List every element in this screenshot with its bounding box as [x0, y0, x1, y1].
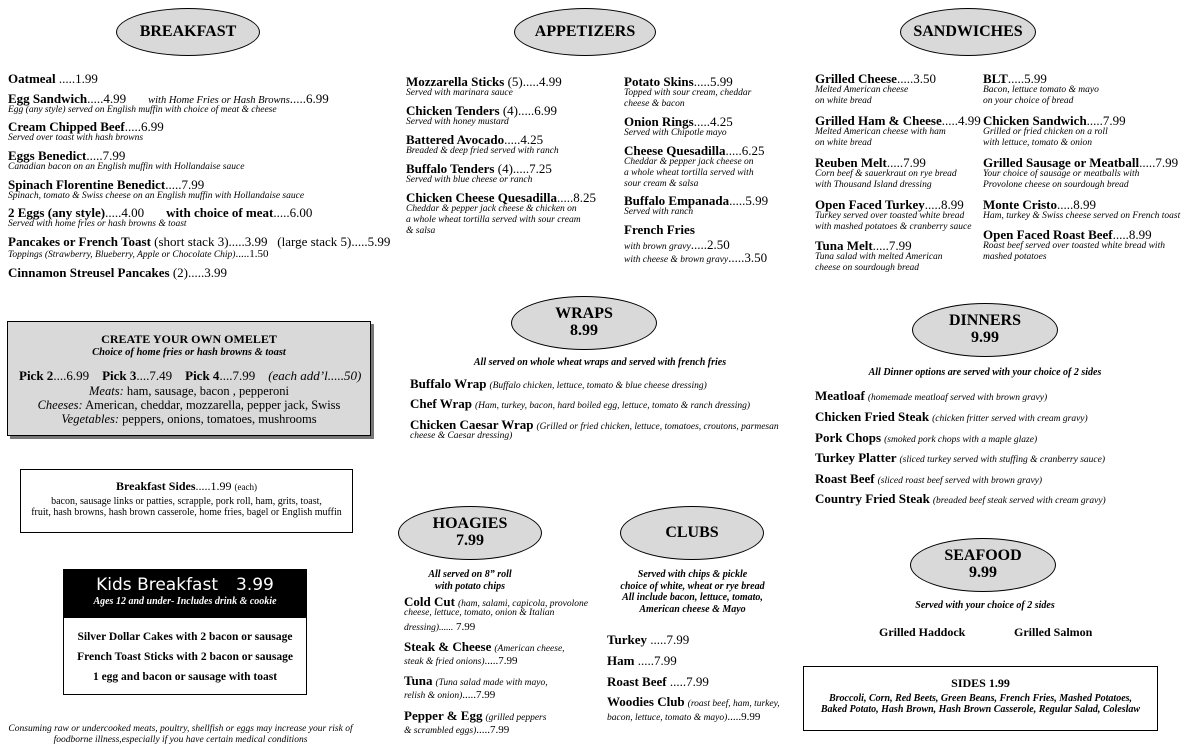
- kids-header: Kids Breakfast 3.99 Ages 12 and under- Includes drink & cookie: [64, 570, 306, 618]
- menu-item: Grilled Ham & Cheese.....4.99: [815, 113, 981, 128]
- menu-item: Cinnamon Streusel Pancakes (2).....3.99: [8, 265, 227, 280]
- menu-item: Grilled Salmon: [1014, 625, 1093, 639]
- clubs-heading: CLUBS: [620, 506, 764, 560]
- menu-item: Steak & Cheese (American cheese,: [404, 639, 565, 654]
- menu-item-desc: Toppings (Strawberry, Blueberry, Apple or Chocolate Chip).....1.50: [8, 248, 269, 260]
- menu-item: Country Fried Steak (breaded beef steak served with cream gravy): [815, 491, 1106, 506]
- menu-item: Tuna (Tuna salad made with mayo,: [404, 673, 548, 688]
- menu-item: Buffalo Wrap (Buffalo chicken, lettuce, tomato & blue cheese dressing): [410, 376, 707, 391]
- seafood-heading: SEAFOOD 9.99: [910, 538, 1056, 592]
- menu-item: Cheese Quesadilla.....6.25: [624, 143, 765, 158]
- menu-item: Cream Chipped Beef.....6.99: [8, 119, 164, 134]
- menu-item: BLT.....5.99: [983, 71, 1047, 86]
- list-item: 1 egg and bacon or sausage with toast: [92, 671, 278, 683]
- menu-item: Chef Wrap (Ham, turkey, bacon, hard boiled egg, lettuce, tomato & ranch dressing): [410, 396, 751, 411]
- menu-item: Meatloaf (homemade meatloaf served with brown gravy): [815, 388, 1048, 403]
- menu-item: Open Faced Roast Beef.....8.99: [983, 227, 1152, 242]
- omelet-options: Meats: ham, sausage, bacon , pepperoni Cheeses: American, cheddar, mozzarella, pepper jack, Swiss Vegetables: peppers, onions, tomatoes, mushrooms: [37, 384, 341, 426]
- kids-box: [63, 569, 307, 695]
- menu-item: French Fries: [624, 222, 695, 237]
- dinners-note: All Dinner options are served with your choice of 2 sides: [868, 367, 1102, 378]
- appetizers-heading: APPETIZERS: [514, 8, 656, 56]
- menu-item-desc: Served with home fries or hash browns & toast: [8, 219, 187, 229]
- list-item: French Toast Sticks with 2 bacon or sausage: [77, 651, 293, 663]
- menu-item: Grilled Cheese.....3.50: [815, 71, 936, 86]
- menu-item: Ham .....7.99: [607, 653, 677, 668]
- menu-item-desc: Spinach, tomato & Swiss cheese on an English muffin with Hollandaise sauce: [8, 191, 305, 201]
- menu-item-desc: Served over toast with hash browns: [8, 133, 144, 143]
- menu-item: Chicken Tenders (4).....6.99: [406, 103, 557, 118]
- menu-item: Buffalo Tenders (4).....7.25: [406, 161, 552, 176]
- menu-item: Onion Rings.....4.25: [624, 114, 733, 129]
- seafood-note: Served with your choice of 2 sides: [915, 600, 1055, 611]
- menu-item: Reuben Melt.....7.99: [815, 155, 926, 170]
- menu-item: Chicken Sandwich.....7.99: [983, 113, 1126, 128]
- menu-item: Battered Avocado.....4.25: [406, 132, 544, 147]
- menu-item: Roast Beef (sliced roast beef served with brown gravy): [815, 471, 1043, 486]
- disclaimer: Consuming raw or undercooked meats, poultry, shellfish or eggs may increase your risk of foodborne illness,especially if you have certain medical conditions: [8, 724, 353, 746]
- hoagies-heading: HOAGIES 7.99: [398, 506, 542, 560]
- menu-item: Chicken Cheese Quesadilla.....8.25: [406, 190, 596, 205]
- menu-item: Roast Beef .....7.99: [607, 674, 709, 689]
- wraps-heading: WRAPS 8.99: [511, 296, 657, 350]
- menu-item: Spinach Florentine Benedict.....7.99: [8, 177, 205, 192]
- menu-item: Cold Cut (ham, salami, capicola, provolone: [404, 594, 588, 609]
- sandwiches-heading: SANDWICHES: [900, 8, 1036, 56]
- menu-item: Grilled Sausage or Meatball.....7.99: [983, 155, 1179, 170]
- kids-items: [64, 627, 306, 687]
- menu-item-desc: with brown gravy.....2.50: [624, 237, 730, 252]
- menu-item: Pepper & Egg (grilled peppers: [404, 708, 547, 723]
- menu-item-desc: Canadian bacon on an English muffin with Hollandaise sauce: [8, 162, 245, 172]
- menu-item: Eggs Benedict.....7.99: [8, 148, 126, 163]
- menu-item: Chicken Fried Steak (chicken fritter served with cream gravy): [815, 409, 1088, 424]
- omelet-title: CREATE YOUR OWN OMELET: [101, 332, 277, 346]
- menu-item: Buffalo Empanada.....5.99: [624, 193, 769, 208]
- breakfast-sides-box: Breakfast Sides.....1.99 (each) bacon, sausage links or patties, scrapple, pork roll, ham, grits, toast, fruit, hash browns, hash brown casserole, home fries, bagel or English muffin: [20, 469, 353, 533]
- menu-item: Egg Sandwich.....4.99 with Home Fries or Hash Browns.....6.99: [8, 91, 329, 106]
- clubs-note: Served with chips & pickle choice of white, wheat or rye bread All include bacon, lettuce, tomato, American cheese & Mayo: [620, 569, 765, 615]
- menu-item: Turkey Platter (sliced turkey served with stuffing & cranberry sauce): [815, 450, 1106, 465]
- omelet-box: [7, 321, 371, 436]
- menu-item: Woodies Club (roast beef, ham, turkey,: [607, 694, 780, 709]
- menu-item: Potato Skins.....5.99: [624, 74, 733, 89]
- wraps-note: All served on whole wheat wraps and served with french fries: [473, 357, 727, 368]
- omelet-picks: Pick 2....6.99 Pick 3....7.49 Pick 4....7.99 (each add’l.....50): [19, 368, 362, 383]
- menu-item: Grilled Haddock: [879, 625, 966, 639]
- menu-item: Pancakes or French Toast (short stack 3).....3.99 (large stack 5).....5.99: [8, 234, 391, 249]
- breakfast-heading: BREAKFAST: [116, 8, 260, 56]
- menu-item: 2 Eggs (any style).....4.00 with choice of meat.....6.00: [8, 205, 313, 220]
- menu-item: Chicken Caesar Wrap (Grilled or fried chicken, lettuce, tomatoes, croutons, parmesan: [410, 417, 779, 432]
- menu-item: Oatmeal .....1.99: [8, 71, 98, 86]
- menu-item-desc: Egg (any style) served on English muffin with choice of meat & cheese: [8, 105, 277, 115]
- menu-item: Monte Cristo.....8.99: [983, 197, 1097, 212]
- dinners-heading: DINNERS 9.99: [912, 303, 1058, 357]
- list-item: Silver Dollar Cakes with 2 bacon or sausage: [77, 631, 293, 643]
- sides-box: SIDES 1.99 Broccoli, Corn, Red Beets, Green Beans, French Fries, Mashed Potatoes, Baked Potato, Hash Brown, Hash Brown Casserole, Regular Salad, Coleslaw: [803, 666, 1158, 731]
- menu-item: Turkey .....7.99: [607, 632, 690, 647]
- omelet-subtitle: Choice of home fries or hash browns & toast: [92, 347, 286, 358]
- menu-item: Pork Chops (smoked pork chops with a maple glaze): [815, 430, 1038, 445]
- hoagies-note: All served on 8” roll with potato chips: [428, 569, 512, 592]
- menu-item-desc: with cheese & brown gravy.....3.50: [624, 250, 768, 265]
- menu-item: Open Faced Turkey.....8.99: [815, 197, 964, 212]
- menu-item: Tuna Melt.....7.99: [815, 238, 912, 253]
- menu-item: Mozzarella Sticks (5).....4.99: [406, 74, 562, 89]
